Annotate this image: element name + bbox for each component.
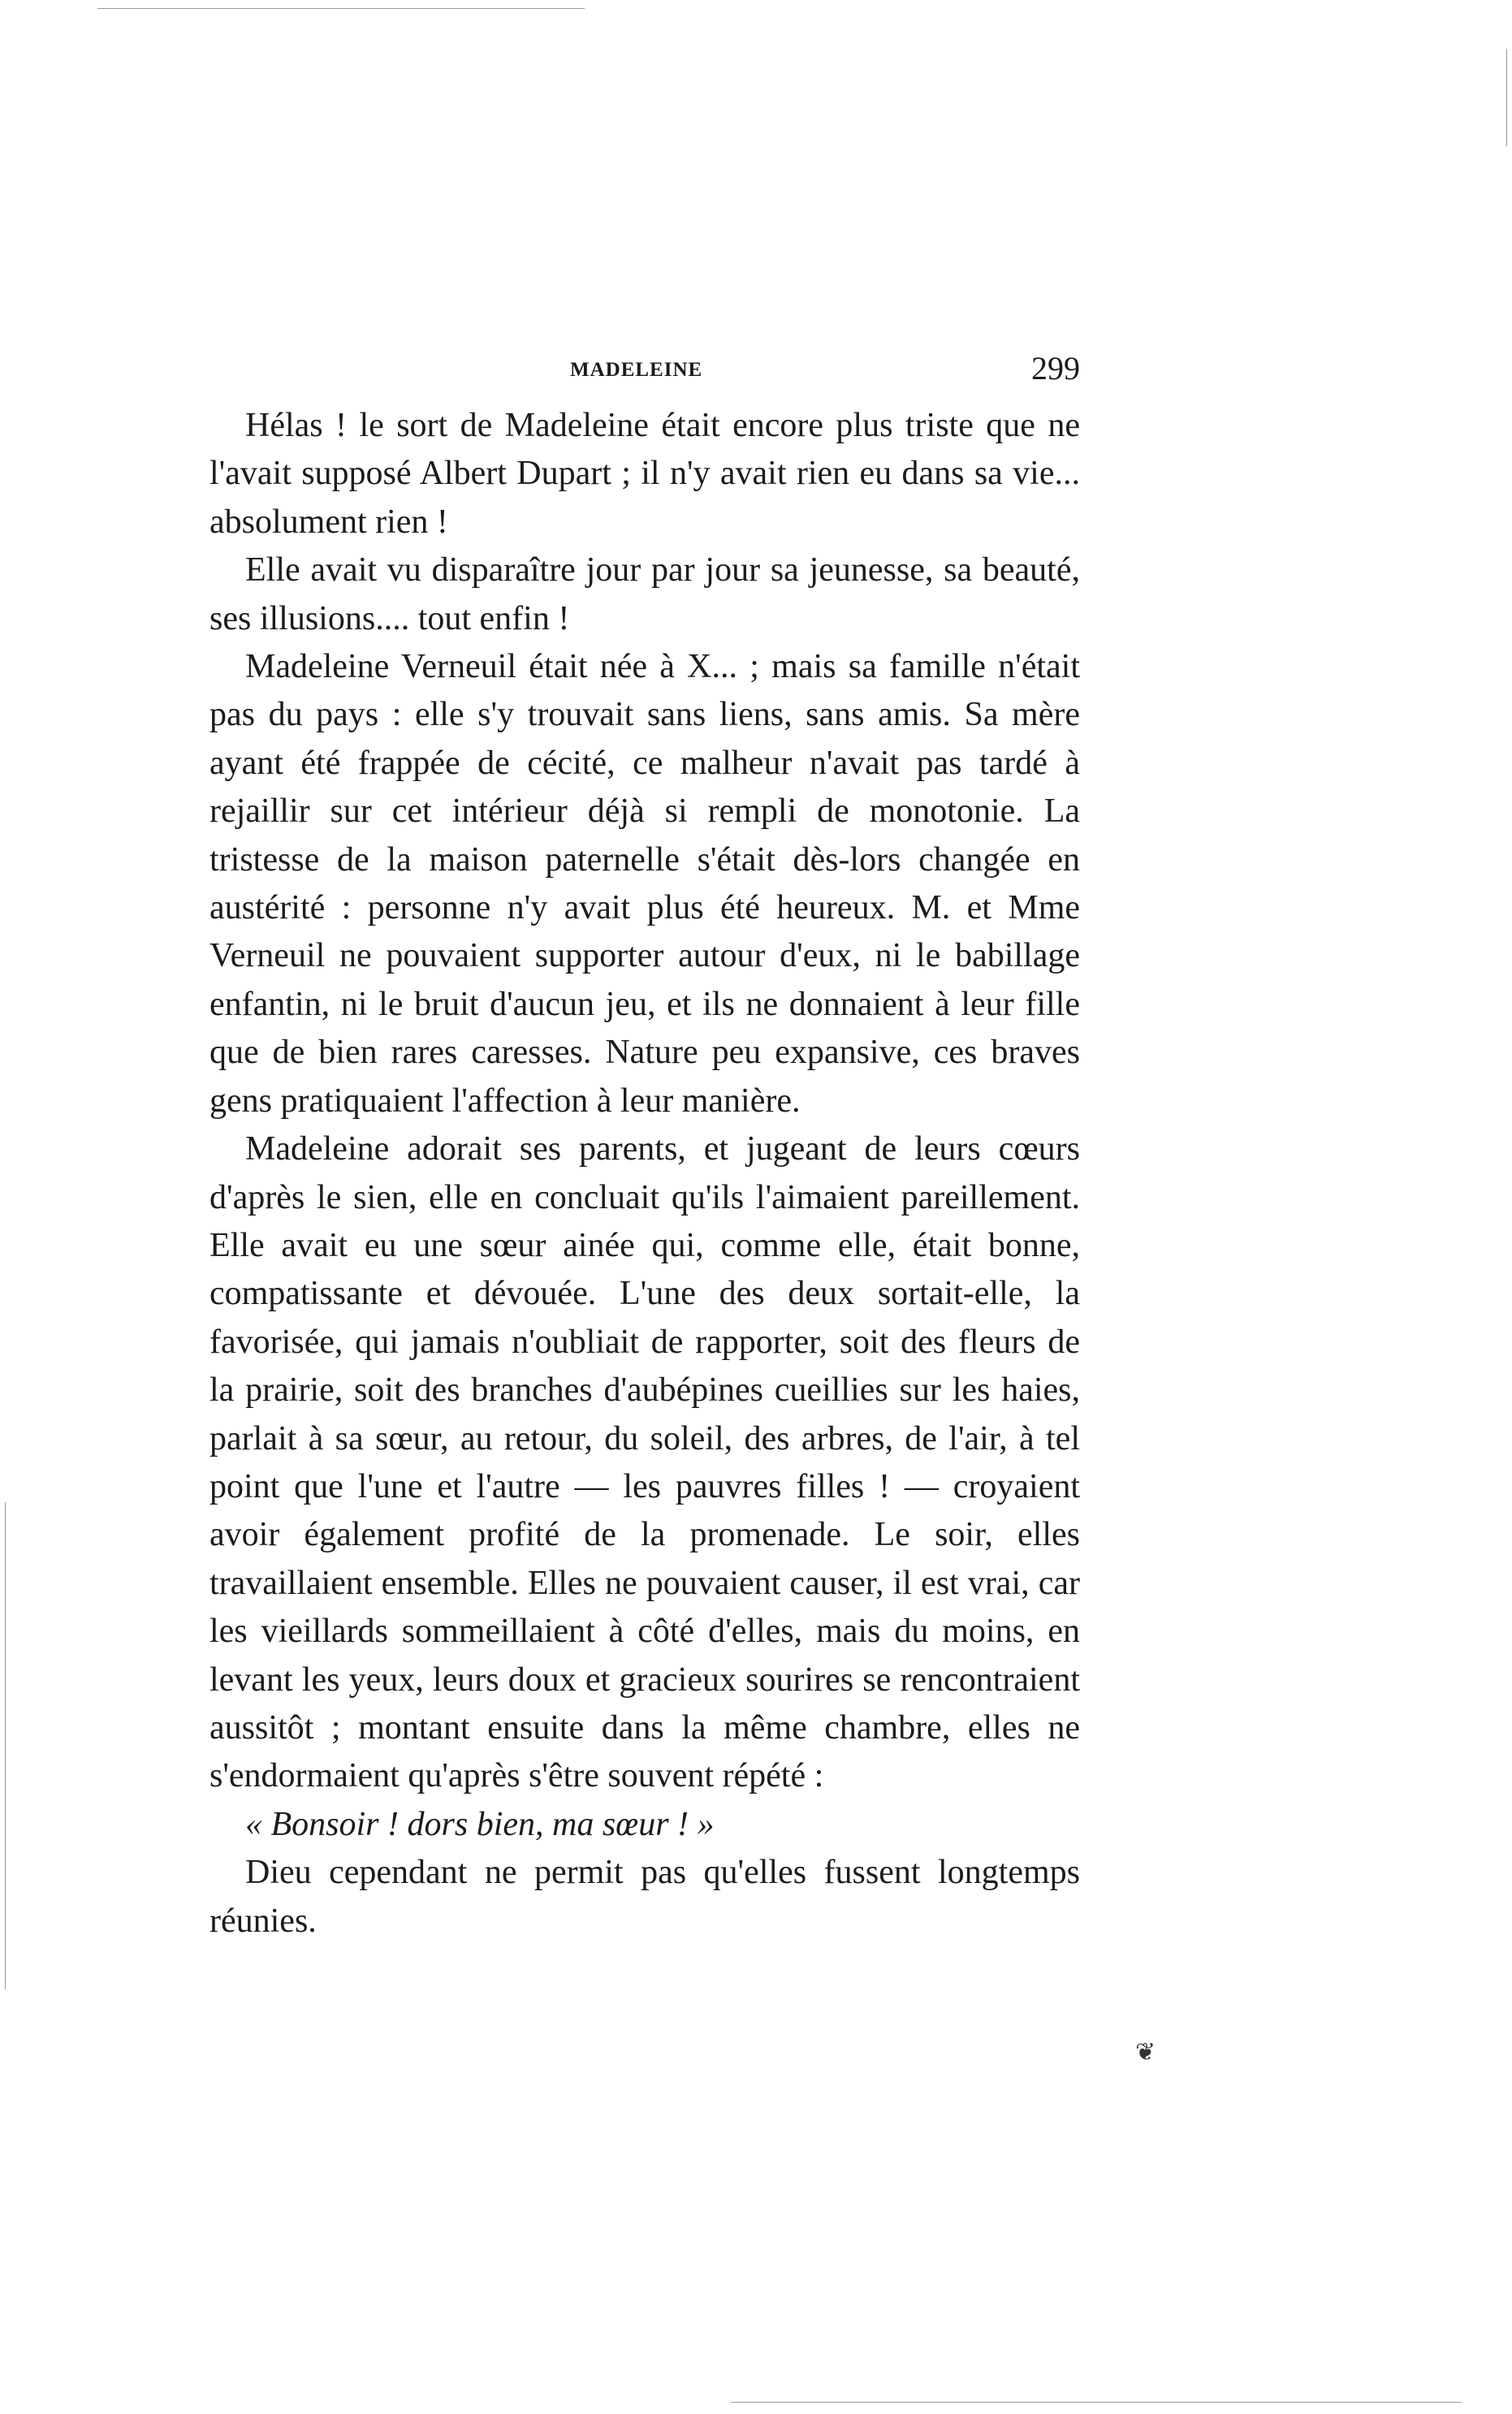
left-edge-mark xyxy=(5,1502,6,1989)
paragraph-3-text: Madeleine Verneuil était née à X... ; mais sa famille n'était pas du pays : elle s'y trouvait sans liens, sans amis. Sa mère ayant été frappée de cécité, ce malheur n'avait pas tardé à rejaillir sur cet intérieur déjà si rempli de monotonie. La tristesse de la maison paternelle s'était dès-lors changée en austérité : personne n'y avait plus été heureux. M. et Mme Verneuil ne pouvaient supporter autour d'eux, ni le babillage enfantin, ni le bruit d'aucun jeu, et ils ne donnaient à leur fille que de bien rares caresses. Nature peu expansive, ces braves gens pratiquaient l'affection à leur manière. xyxy=(210,648,1080,1120)
running-head xyxy=(210,349,1080,390)
paragraph-2-text: Elle avait vu disparaître jour par jour sa jeunesse, sa beauté, ses illusions.... tout enfin ! xyxy=(210,551,1080,637)
paragraph-1-text: Hélas ! le sort de Madeleine était encore plus triste que ne l'avait supposé Albert Dupart ; il n'y avait rien eu dans sa vie... absolument rien ! xyxy=(210,407,1080,541)
paragraph-5-text: Dieu cependant ne permit pas qu'elles fussent longtemps réunies. xyxy=(210,1854,1080,1940)
paragraph-4-closing-quote: « Bonsoir ! dors bien, ma sœur ! » xyxy=(245,1805,715,1843)
top-edge-mark xyxy=(97,8,585,9)
paragraph-2 xyxy=(210,546,1080,643)
paragraph-5 xyxy=(210,1849,1080,1945)
right-edge-mark xyxy=(1506,49,1507,146)
page-number: 299 xyxy=(1031,350,1080,386)
ornament-mark: ❦ xyxy=(1135,2038,1156,2066)
paragraph-1 xyxy=(210,402,1080,546)
paragraph-3 xyxy=(210,643,1080,1125)
running-title: MADELEINE xyxy=(570,359,703,381)
bottom-edge-mark xyxy=(731,2402,1462,2403)
paragraph-4-text: Madeleine adorait ses parents, et jugeant de leurs cœurs d'après le sien, elle en concluait qu'ils l'aimaient pareillement. Elle avait eu une sœur ainée qui, comme elle, était bonne, compatissante et dévouée. L'une des deux sortait-elle, la favorisée, qui jamais n'oubliait de rapporter, soit des fleurs de la prairie, soit des branches d'aubépines cueillies sur les haies, parlait à sa sœur, au retour, du soleil, des arbres, de l'air, à tel point que l'une et l'autre — les pauvres filles ! — croyaient avoir également profité de la promenade. Le soir, elles travaillaient ensemble. Elles ne pouvaient causer, il est vrai, car les vieillards sommeillaient à côté d'elles, mais du moins, en levant les yeux, leurs doux et gracieux sourires se rencontraient aussitôt ; montant ensuite dans la même chambre, elles ne s'endormaient qu'après s'être souvent répété : xyxy=(210,1130,1080,1795)
paragraph-4 xyxy=(210,1125,1080,1849)
body-text xyxy=(210,402,1080,1945)
